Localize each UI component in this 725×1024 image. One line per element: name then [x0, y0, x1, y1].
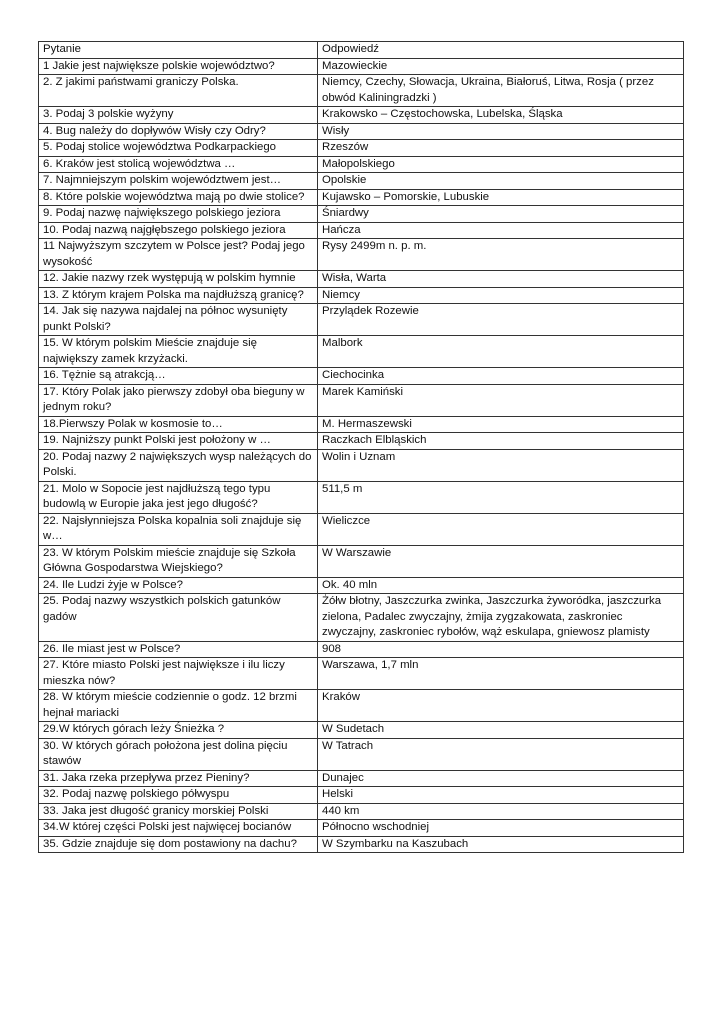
question-cell: 15. W którym polskim Mieście znajduje się największy zamek krzyżacki.	[39, 336, 318, 368]
table-row	[39, 58, 684, 75]
table-row	[39, 304, 684, 336]
question-cell: 12. Jakie nazwy rzek występują w polskim hymnie	[39, 271, 318, 288]
table-row	[39, 594, 684, 642]
question-cell: 6. Kraków jest stolicą województwa …	[39, 156, 318, 173]
question-cell: 22. Najsłynniejsza Polska kopalnia soli znajduje się w…	[39, 513, 318, 545]
table-row	[39, 140, 684, 157]
answer-cell: W Tatrach	[318, 738, 684, 770]
question-cell: 25. Podaj nazwy wszystkich polskich gatunków gadów	[39, 594, 318, 642]
question-cell: 23. W którym Polskim mieście znajduje się Szkoła Główna Gospodarstwa Wiejskiego?	[39, 545, 318, 577]
answer-cell: Malbork	[318, 336, 684, 368]
question-cell: 3. Podaj 3 polskie wyżyny	[39, 107, 318, 124]
table-row	[39, 641, 684, 658]
table-row	[39, 481, 684, 513]
answer-cell: Przylądek Rozewie	[318, 304, 684, 336]
answer-cell: Rysy 2499m n. p. m.	[318, 239, 684, 271]
answer-cell: Ciechocinka	[318, 368, 684, 385]
document-page	[38, 41, 683, 853]
answer-cell: W Sudetach	[318, 722, 684, 739]
table-row	[39, 287, 684, 304]
question-cell: 28. W którym mieście codziennie o godz. 12 brzmi hejnał mariacki	[39, 690, 318, 722]
answer-cell: Rzeszów	[318, 140, 684, 157]
table-row	[39, 577, 684, 594]
answer-cell: 440 km	[318, 803, 684, 820]
answer-cell: Dunajec	[318, 770, 684, 787]
table-row	[39, 787, 684, 804]
table-row	[39, 658, 684, 690]
table-row	[39, 107, 684, 124]
header-answer: Odpowiedź	[318, 42, 684, 59]
question-cell: 11 Najwyższym szczytem w Polsce jest? Podaj jego wysokość	[39, 239, 318, 271]
table-row	[39, 222, 684, 239]
answer-cell: Warszawa, 1,7 mln	[318, 658, 684, 690]
table-row	[39, 206, 684, 223]
table-row	[39, 820, 684, 837]
table-row	[39, 690, 684, 722]
answer-cell: Wisły	[318, 123, 684, 140]
answer-cell: W Warszawie	[318, 545, 684, 577]
answer-cell: Wolin i Uznam	[318, 449, 684, 481]
answer-cell: Kujawsko – Pomorskie, Lubuskie	[318, 189, 684, 206]
table-row	[39, 271, 684, 288]
question-cell: 31. Jaka rzeka przepływa przez Pieniny?	[39, 770, 318, 787]
table-row	[39, 123, 684, 140]
question-cell: 10. Podaj nazwą najgłębszego polskiego jeziora	[39, 222, 318, 239]
question-cell: 7. Najmniejszym polskim województwem jest…	[39, 173, 318, 190]
answer-cell: Opolskie	[318, 173, 684, 190]
table-row	[39, 336, 684, 368]
question-cell: 34.W której części Polski jest najwięcej bocianów	[39, 820, 318, 837]
quiz-table	[38, 41, 684, 853]
question-cell: 19. Najniższy punkt Polski jest położony w …	[39, 433, 318, 450]
answer-cell: 908	[318, 641, 684, 658]
question-cell: 33. Jaka jest długość granicy morskiej Polski	[39, 803, 318, 820]
table-row	[39, 449, 684, 481]
table-row	[39, 416, 684, 433]
table-row	[39, 384, 684, 416]
table-row	[39, 722, 684, 739]
answer-cell: Mazowieckie	[318, 58, 684, 75]
table-row	[39, 368, 684, 385]
answer-cell: W Szymbarku na Kaszubach	[318, 836, 684, 853]
question-cell: 35. Gdzie znajduje się dom postawiony na dachu?	[39, 836, 318, 853]
question-cell: 18.Pierwszy Polak w kosmosie to…	[39, 416, 318, 433]
answer-cell: Małopolskiego	[318, 156, 684, 173]
question-cell: 20. Podaj nazwy 2 największych wysp należących do Polski.	[39, 449, 318, 481]
question-cell: 5. Podaj stolice województwa Podkarpackiego	[39, 140, 318, 157]
table-row	[39, 738, 684, 770]
answer-cell: Północno wschodniej	[318, 820, 684, 837]
table-row	[39, 433, 684, 450]
table-row	[39, 173, 684, 190]
question-cell: 2. Z jakimi państwami graniczy Polska.	[39, 75, 318, 107]
answer-cell: Kraków	[318, 690, 684, 722]
answer-cell: Śniardwy	[318, 206, 684, 223]
question-cell: 21. Molo w Sopocie jest najdłuższą tego typu budowlą w Europie jaka jest jego długość?	[39, 481, 318, 513]
table-row	[39, 770, 684, 787]
answer-cell: Hańcza	[318, 222, 684, 239]
question-cell: 1 Jakie jest największe polskie województwo?	[39, 58, 318, 75]
answer-cell: M. Hermaszewski	[318, 416, 684, 433]
question-cell: 4. Bug należy do dopływów Wisły czy Odry?	[39, 123, 318, 140]
question-cell: 24. Ile Ludzi żyje w Polsce?	[39, 577, 318, 594]
answer-cell: 511,5 m	[318, 481, 684, 513]
table-header-row	[39, 42, 684, 59]
table-row	[39, 75, 684, 107]
answer-cell: Niemcy	[318, 287, 684, 304]
question-cell: 30. W których górach położona jest dolina pięciu stawów	[39, 738, 318, 770]
answer-cell: Żółw błotny, Jaszczurka zwinka, Jaszczurka żyworódka, jaszczurka zielona, Padalec zwyczajny, żmija zygzakowata, zaskroniec zwyczajny, zaskroniec rybołów, wąż eskulapa, gniewosz plamisty	[318, 594, 684, 642]
question-cell: 32. Podaj nazwę polskiego półwyspu	[39, 787, 318, 804]
answer-cell: Wisła, Warta	[318, 271, 684, 288]
answer-cell: Wieliczce	[318, 513, 684, 545]
table-row	[39, 836, 684, 853]
header-question: Pytanie	[39, 42, 318, 59]
table-body	[39, 58, 684, 853]
table-row	[39, 189, 684, 206]
answer-cell: Raczkach Elbląskich	[318, 433, 684, 450]
table-row	[39, 803, 684, 820]
table-row	[39, 545, 684, 577]
table-row	[39, 239, 684, 271]
question-cell: 9. Podaj nazwę największego polskiego jeziora	[39, 206, 318, 223]
question-cell: 14. Jak się nazywa najdalej na północ wysunięty punkt Polski?	[39, 304, 318, 336]
answer-cell: Krakowsko – Częstochowska, Lubelska, Śląska	[318, 107, 684, 124]
question-cell: 16. Tężnie są atrakcją…	[39, 368, 318, 385]
question-cell: 17. Który Polak jako pierwszy zdobył oba bieguny w jednym roku?	[39, 384, 318, 416]
question-cell: 26. Ile miast jest w Polsce?	[39, 641, 318, 658]
question-cell: 29.W których górach leży Śnieżka ?	[39, 722, 318, 739]
answer-cell: Marek Kamiński	[318, 384, 684, 416]
answer-cell: Ok. 40 mln	[318, 577, 684, 594]
table-row	[39, 513, 684, 545]
question-cell: 8. Które polskie województwa mają po dwie stolice?	[39, 189, 318, 206]
question-cell: 27. Które miasto Polski jest największe i ilu liczy mieszka nów?	[39, 658, 318, 690]
answer-cell: Niemcy, Czechy, Słowacja, Ukraina, Białoruś, Litwa, Rosja ( przez obwód Kaliningradzki )	[318, 75, 684, 107]
table-row	[39, 156, 684, 173]
answer-cell: Helski	[318, 787, 684, 804]
question-cell: 13. Z którym krajem Polska ma najdłuższą granicę?	[39, 287, 318, 304]
